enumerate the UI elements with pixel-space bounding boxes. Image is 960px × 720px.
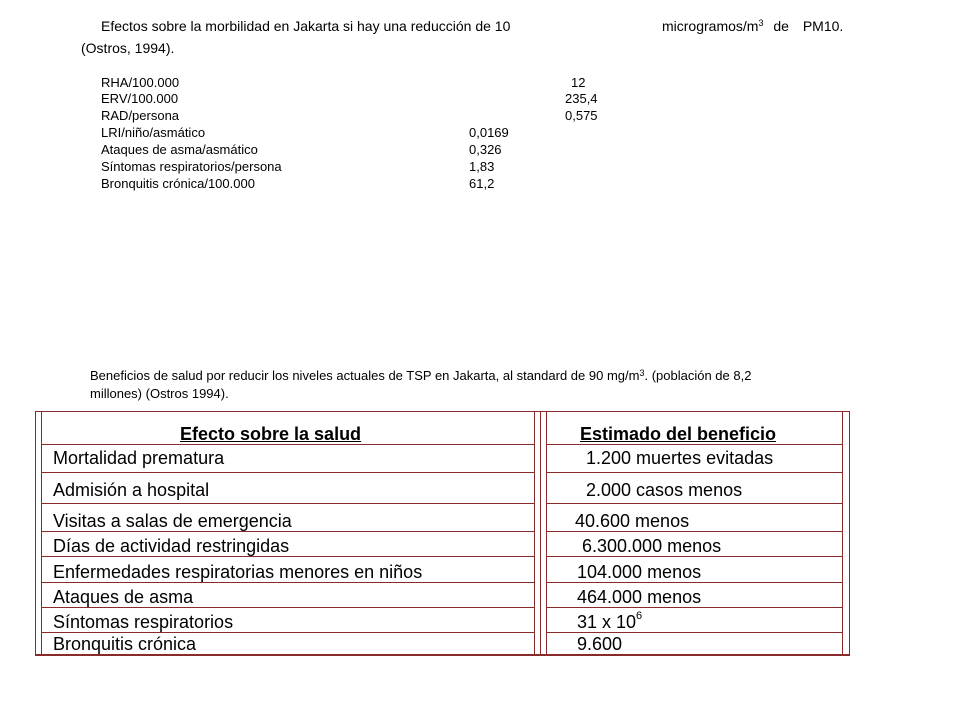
list-item-label: Ataques de asma/asmático <box>101 142 258 157</box>
table-border-right-inner <box>842 411 843 654</box>
table-cell-effect: Ataques de asma <box>53 587 194 607</box>
table-cell-effect: Síntomas respiratorios <box>53 612 234 632</box>
table-divider <box>540 411 541 654</box>
table-row-separator <box>41 632 534 633</box>
table-row-separator <box>546 632 842 633</box>
morbidity-title-text: Efectos sobre la morbilidad en Jakarta si hay una reducción de 10 <box>101 18 511 34</box>
table-cell-effect: Días de actividad restringidas <box>53 536 290 556</box>
table-row-separator <box>546 444 842 445</box>
table-cell-estimate: 9.600 <box>577 634 623 654</box>
list-item-value: 0,0169 <box>469 125 509 140</box>
table-row-separator <box>41 472 534 473</box>
table-row-separator <box>546 607 842 608</box>
table-row-separator <box>41 444 534 445</box>
table-cell-estimate: 31 x $10^6$ <box>577 610 643 632</box>
list-item-value: 12 <box>571 75 586 90</box>
table-border-left-inner <box>41 411 42 654</box>
table-row-separator <box>546 503 842 504</box>
morbidity-title <box>101 18 510 34</box>
table-row-separator <box>546 582 842 583</box>
table-cell-estimate: 2.000 casos menos <box>586 480 743 500</box>
table-cell-estimate: 1.200 muertes evitadas <box>586 448 774 468</box>
list-item-label: Bronquitis crónica/100.000 <box>101 176 255 191</box>
table-row-separator <box>41 582 534 583</box>
table-cell-effect: Visitas a salas de emergencia <box>53 511 292 531</box>
table-border-right <box>849 411 850 654</box>
table-divider <box>546 411 547 654</box>
table-cell-estimate: 6.300.000 menos <box>582 536 722 556</box>
list-item-value: 0,575 <box>565 108 598 123</box>
table-row-separator <box>546 472 842 473</box>
morbidity-title-unit: microgramos/$m^3$ de PM10. <box>662 18 844 34</box>
list-item-label: ERV/100.000 <box>101 91 179 106</box>
list-item-value: 235,4 <box>565 91 598 106</box>
table-row-separator <box>546 531 842 532</box>
table-cell-effect: Admisión a hospital <box>53 480 210 500</box>
table-header-effect: Efecto sobre la salud <box>180 424 362 444</box>
list-item-label: Síntomas respiratorios/persona <box>101 159 282 174</box>
table-row-separator <box>41 503 534 504</box>
table-cell-effect: Bronquitis crónica <box>53 634 197 654</box>
table-row-separator <box>41 531 534 532</box>
benefits-caption-line1: Beneficios de salud por reducir los niveles actuales de TSP en Jakarta, al standard de 90 $mg/m^3$. (población de 8,2 <box>90 368 752 383</box>
table-cell-estimate: 40.600 menos <box>575 511 690 531</box>
table-cell-effect: Mortalidad prematura <box>53 448 225 468</box>
morbidity-citation: (Ostros, 1994). <box>81 40 175 56</box>
table-cell-estimate: 464.000 menos <box>577 587 702 607</box>
list-item-value: 61,2 <box>469 176 495 191</box>
list-item-label: LRI/niño/asmático <box>101 125 206 140</box>
table-cell-estimate: 104.000 menos <box>577 562 702 582</box>
list-item-value: 0,326 <box>469 142 502 157</box>
table-divider <box>534 411 535 654</box>
table-header-estimate: Estimado del beneficio <box>580 424 777 444</box>
table-row-separator <box>41 607 534 608</box>
table-row-separator <box>546 556 842 557</box>
table-row-separator <box>41 556 534 557</box>
table-border-top <box>35 411 850 412</box>
list-item-label: RHA/100.000 <box>101 75 180 90</box>
list-item-label: RAD/persona <box>101 108 180 123</box>
table-border-bottom <box>35 654 850 656</box>
table-border-left <box>35 411 36 654</box>
benefits-caption-line2: millones) (Ostros 1994). <box>90 386 229 401</box>
table-cell-effect: Enfermedades respiratorias menores en niños <box>53 562 423 582</box>
list-item-value: 1,83 <box>469 159 495 174</box>
